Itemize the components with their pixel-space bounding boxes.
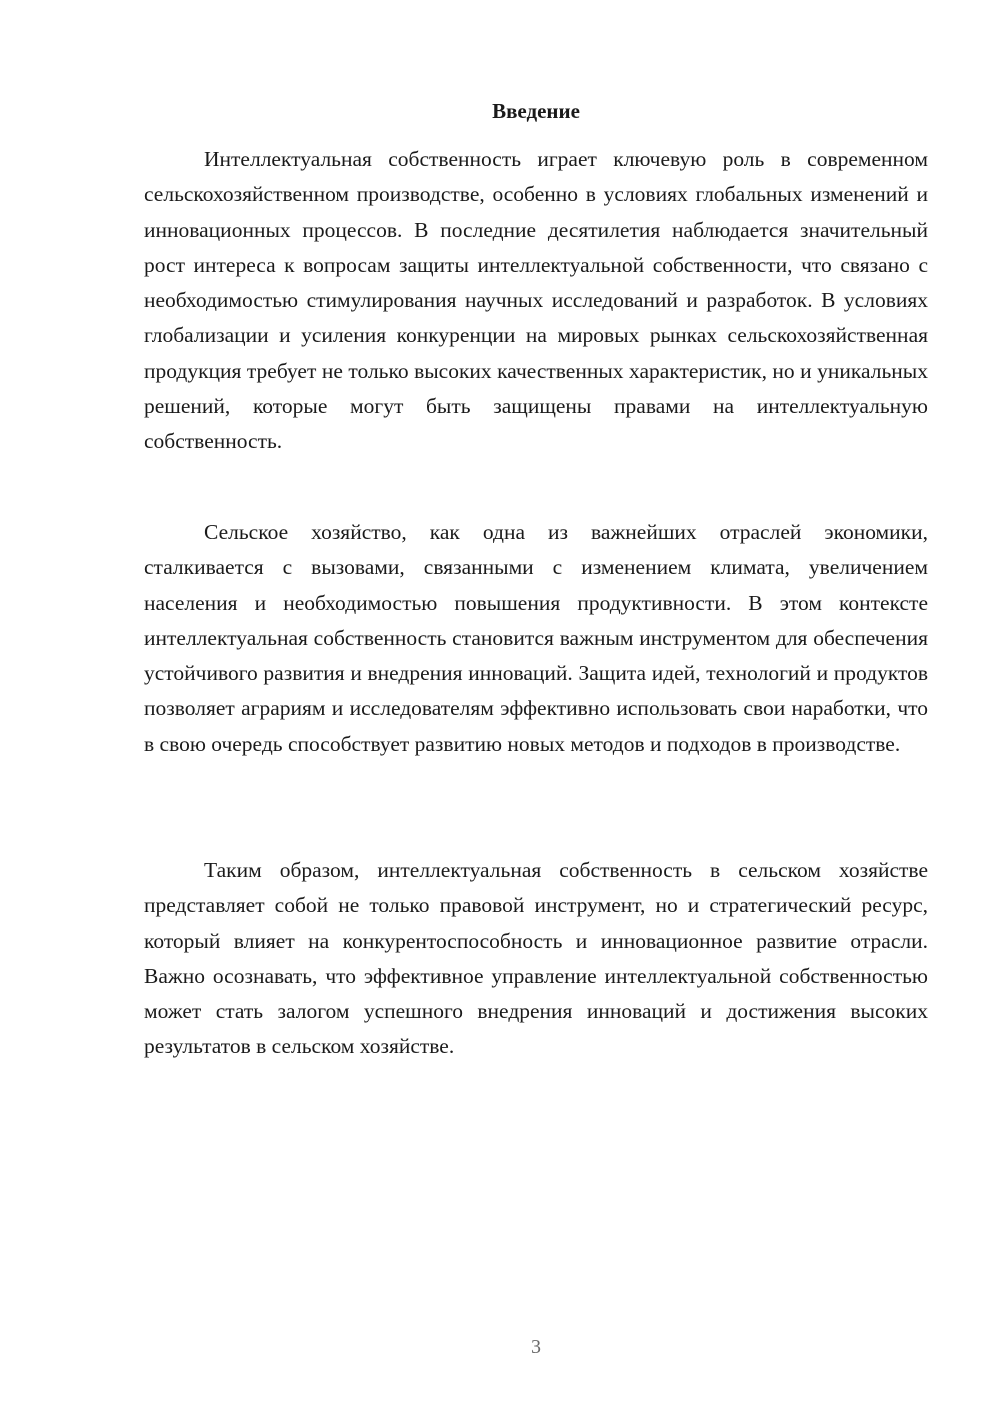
page-number: 3	[531, 1336, 541, 1358]
paragraph-3: Таким образом, интеллектуальная собственность в сельском хозяйстве представляет собой не только правовой инструмент, но и стратегический ресурс, который влияет на конкурентоспособность и инновационное развитие отрасли. Важно осознавать, что эффективное управление интеллектуальной собственностью может стать залогом успешного внедрения инноваций и достижения высоких результатов в сельском хозяйстве.	[144, 858, 928, 1059]
paragraph-2: Сельское хозяйство, как одна из важнейших отраслей экономики, сталкивается с вызовами, связанными с изменением климата, увеличением населения и необходимостью повышения продуктивности. В этом контексте интеллектуальная собственность становится важным инструментом для обеспечения устойчивого развития и внедрения инноваций. Защита идей, технологий и продуктов позволяет аграриям и исследователям эффективно использовать свои наработки, что в свою очередь способствует развитию новых методов и подходов в производстве.	[144, 520, 928, 756]
paragraph-1: Интеллектуальная собственность играет ключевую роль в современном сельскохозяйственном производстве, особенно в условиях глобальных изменений и инновационных процессов. В последние десятилетия наблюдается значительный рост интереса к вопросам защиты интеллектуальной собственности, что связано с необходимостью стимулирования научных исследований и разработок. В условиях глобализации и усиления конкуренции на мировых рынках сельскохозяйственная продукция требует не только высоких качественных характеристик, но и уникальных решений, которые могут быть защищены правами на интеллектуальную собственность.	[144, 147, 928, 454]
section-title: Введение	[492, 99, 580, 123]
